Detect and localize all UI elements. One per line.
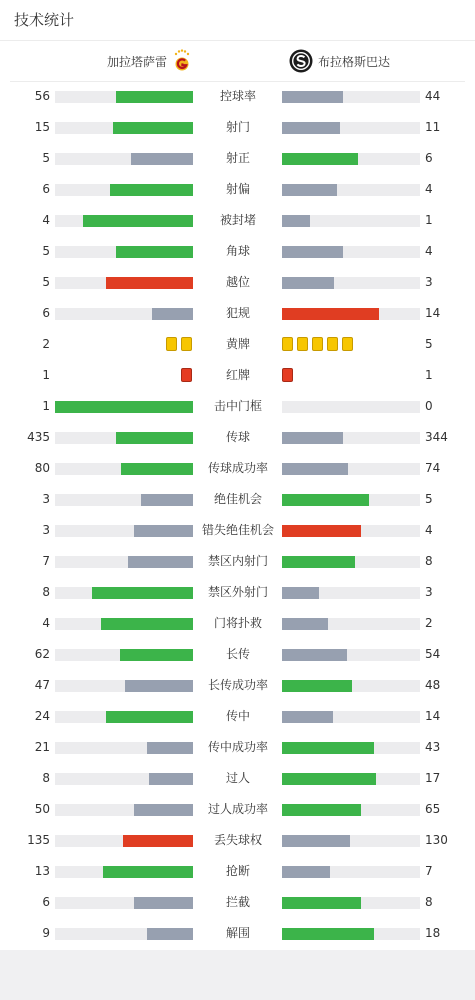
home-stat-bar-track (55, 401, 193, 413)
away-stat-bar-track (282, 246, 420, 258)
stat-row (0, 763, 475, 794)
home-stat-value: 4 (42, 213, 50, 227)
away-red-cards (282, 368, 293, 382)
stat-row (0, 391, 475, 422)
stat-label: 黄牌 (225, 337, 250, 351)
stat-label: 长传成功率 (207, 678, 268, 692)
home-stat-bar-track (55, 742, 193, 754)
stat-label: 过人成功率 (207, 802, 268, 816)
teams-header (0, 42, 475, 82)
home-stat-value: 1 (42, 368, 50, 382)
away-stat-bar-fill (282, 463, 348, 475)
stat-label: 击中门框 (213, 399, 262, 413)
stat-label: 长传 (225, 647, 250, 661)
stat-row (0, 236, 475, 267)
yellow-card-icon (342, 337, 353, 351)
away-stat-value: 3 (425, 585, 433, 599)
away-stat-bar-fill (282, 804, 361, 816)
away-stat-bar-track (282, 773, 420, 785)
home-stat-value: 3 (42, 523, 50, 537)
away-stat-value: 54 (425, 647, 441, 661)
stat-row (0, 174, 475, 205)
home-stat-bar-fill (152, 308, 193, 320)
home-stat-value: 5 (42, 151, 50, 165)
home-stat-bar-fill (141, 494, 193, 506)
stat-label: 被封堵 (219, 213, 256, 227)
home-stat-value: 62 (34, 647, 50, 661)
away-stat-value: 2 (425, 616, 433, 630)
home-stat-bar-track (55, 773, 193, 785)
stat-label: 丢失球权 (213, 833, 262, 847)
away-stat-value: 48 (425, 678, 441, 692)
home-stat-value: 21 (34, 740, 50, 754)
away-stat-bar-track (282, 308, 420, 320)
home-stat-bar-fill (121, 463, 193, 475)
home-stat-bar-track (55, 928, 193, 940)
stat-label: 错失绝佳机会 (201, 523, 274, 537)
away-stat-bar-fill (282, 277, 334, 289)
stat-row (0, 608, 475, 639)
stat-label: 传中 (225, 709, 250, 723)
home-stat-value: 15 (34, 120, 50, 134)
away-stat-value: 344 (425, 430, 448, 444)
stat-row (0, 639, 475, 670)
away-stat-bar-fill (282, 835, 350, 847)
away-stat-bar-track (282, 928, 420, 940)
home-stat-bar-fill (131, 153, 193, 165)
home-stat-bar-fill (134, 525, 193, 537)
away-stat-bar-track (282, 277, 420, 289)
home-stat-bar-track (55, 308, 193, 320)
yellow-card-icon (282, 337, 293, 351)
home-stat-value: 47 (34, 678, 50, 692)
home-stat-value: 5 (42, 244, 50, 258)
away-stat-bar-fill (282, 525, 361, 537)
home-stat-bar-track (55, 432, 193, 444)
away-stat-bar-track (282, 866, 420, 878)
home-stat-bar-track (55, 897, 193, 909)
home-stat-value: 50 (34, 802, 50, 816)
away-stat-bar-fill (282, 773, 376, 785)
home-stat-value: 5 (42, 275, 50, 289)
home-stat-bar-track (55, 587, 193, 599)
away-stat-value: 18 (425, 926, 441, 940)
stat-label: 射偏 (225, 182, 250, 196)
stat-label: 禁区内射门 (207, 554, 268, 568)
home-stat-value: 8 (42, 771, 50, 785)
stat-row (0, 360, 475, 391)
stat-row (0, 515, 475, 546)
away-stat-bar-fill (282, 122, 340, 134)
home-stat-bar-track (55, 122, 193, 134)
home-stat-bar-fill (128, 556, 193, 568)
home-stat-bar-fill (116, 91, 193, 103)
away-stat-bar-fill (282, 866, 330, 878)
away-stat-bar-track (282, 649, 420, 661)
away-stat-bar-track (282, 618, 420, 630)
stat-label: 禁区外射门 (207, 585, 268, 599)
home-stat-bar-fill (120, 649, 193, 661)
away-stat-bar-track (282, 804, 420, 816)
away-stat-bar-track (282, 432, 420, 444)
away-stat-value: 4 (425, 182, 433, 196)
home-stat-bar-fill (106, 711, 193, 723)
away-stat-bar-track (282, 122, 420, 134)
home-yellow-cards (166, 337, 192, 351)
away-stat-bar-track (282, 215, 420, 227)
home-stat-bar-track (55, 680, 193, 692)
home-team-name: 加拉塔萨雷 (106, 55, 167, 69)
home-stat-bar-fill (125, 680, 193, 692)
away-stat-value: 14 (425, 709, 441, 723)
stat-label: 传球成功率 (207, 461, 268, 475)
home-stat-bar-fill (149, 773, 193, 785)
away-stat-value: 14 (425, 306, 441, 320)
away-stat-value: 1 (425, 213, 433, 227)
home-stat-bar-fill (113, 122, 193, 134)
stat-row (0, 205, 475, 236)
home-stat-value: 6 (42, 182, 50, 196)
away-yellow-cards (282, 337, 353, 351)
away-stat-value: 8 (425, 554, 433, 568)
away-stat-bar-fill (282, 556, 355, 568)
away-stat-bar-fill (282, 91, 343, 103)
stat-row (0, 918, 475, 949)
stat-label: 射门 (225, 120, 250, 134)
away-stat-value: 4 (425, 523, 433, 537)
home-stat-bar-fill (83, 215, 193, 227)
home-stat-value: 2 (42, 337, 50, 351)
away-stat-value: 74 (425, 461, 441, 475)
galatasaray-crest-icon (172, 49, 192, 73)
away-stat-value: 43 (425, 740, 441, 754)
away-stat-value: 8 (425, 895, 433, 909)
away-stat-value: 65 (425, 802, 441, 816)
yellow-card-icon (327, 337, 338, 351)
away-stat-bar-fill (282, 153, 358, 165)
red-card-icon (181, 368, 192, 382)
away-stat-bar-fill (282, 494, 369, 506)
stat-label: 绝佳机会 (213, 492, 262, 506)
stat-label: 控球率 (219, 89, 256, 103)
red-card-icon (282, 368, 293, 382)
away-stat-bar-fill (282, 928, 374, 940)
home-red-cards (181, 368, 192, 382)
home-stat-value: 9 (42, 926, 50, 940)
yellow-card-icon (312, 337, 323, 351)
home-stat-value: 6 (42, 306, 50, 320)
away-stat-bar-fill (282, 618, 328, 630)
away-stat-bar-track (282, 556, 420, 568)
stat-label: 抢断 (225, 864, 250, 878)
stat-row (0, 577, 475, 608)
stat-row (0, 453, 475, 484)
home-stat-bar-track (55, 463, 193, 475)
away-stat-bar-fill (282, 215, 310, 227)
stat-row (0, 143, 475, 174)
stat-row (0, 329, 475, 360)
stat-row (0, 825, 475, 856)
stat-label: 犯规 (225, 306, 250, 320)
stat-row (0, 732, 475, 763)
home-stat-bar-track (55, 804, 193, 816)
home-stat-value: 56 (34, 89, 50, 103)
home-stat-bar-fill (147, 742, 193, 754)
page-title: 技术统计 (14, 11, 75, 29)
home-stat-bar-track (55, 866, 193, 878)
home-stat-bar-track (55, 184, 193, 196)
stat-row (0, 546, 475, 577)
home-stat-bar-track (55, 649, 193, 661)
away-stat-bar-fill (282, 184, 337, 196)
yellow-card-icon (181, 337, 192, 351)
home-stat-bar-track (55, 246, 193, 258)
away-stat-value: 17 (425, 771, 441, 785)
home-stat-bar-track (55, 618, 193, 630)
yellow-card-icon (166, 337, 177, 351)
home-stat-bar-track (55, 494, 193, 506)
stat-row (0, 484, 475, 515)
stat-label: 射正 (225, 151, 250, 165)
stat-label: 传中成功率 (207, 740, 268, 754)
stat-row (0, 422, 475, 453)
away-stat-value: 44 (425, 89, 441, 103)
home-stat-bar-fill (92, 587, 193, 599)
home-stat-bar-fill (116, 432, 193, 444)
home-stat-value: 8 (42, 585, 50, 599)
home-stat-bar-track (55, 835, 193, 847)
away-stat-value: 130 (425, 833, 448, 847)
home-stat-bar-fill (55, 401, 193, 413)
away-stat-bar-track (282, 91, 420, 103)
stat-row (0, 794, 475, 825)
away-stat-bar-track (282, 463, 420, 475)
home-stat-bar-track (55, 556, 193, 568)
away-stat-bar-fill (282, 680, 352, 692)
home-stat-bar-track (55, 277, 193, 289)
away-stat-value: 1 (425, 368, 433, 382)
home-stat-bar-fill (106, 277, 193, 289)
home-stat-bar-track (55, 525, 193, 537)
stat-label: 过人 (225, 771, 250, 785)
away-stat-bar-fill (282, 742, 374, 754)
home-stat-bar-fill (147, 928, 193, 940)
away-stat-bar-track (282, 184, 420, 196)
home-stat-bar-track (55, 711, 193, 723)
stat-row (0, 112, 475, 143)
home-stat-value: 13 (34, 864, 50, 878)
away-stat-bar-track (282, 742, 420, 754)
home-stat-value: 80 (34, 461, 50, 475)
away-stat-value: 7 (425, 864, 433, 878)
away-stat-bar-fill (282, 897, 361, 909)
stat-row (0, 887, 475, 918)
home-stat-bar-fill (134, 804, 193, 816)
stat-label: 角球 (225, 244, 250, 258)
stat-label: 拦截 (225, 895, 250, 909)
away-stat-value: 4 (425, 244, 433, 258)
away-stat-value: 3 (425, 275, 433, 289)
home-stat-value: 1 (42, 399, 50, 413)
away-stat-value: 0 (425, 399, 433, 413)
away-stat-bar-track (282, 587, 420, 599)
stat-label: 传球 (225, 430, 250, 444)
away-stat-bar-fill (282, 587, 319, 599)
stat-row (0, 267, 475, 298)
away-stat-bar-track (282, 401, 420, 413)
home-stat-bar-fill (103, 866, 193, 878)
away-stat-value: 11 (425, 120, 441, 134)
away-stat-bar-track (282, 711, 420, 723)
stat-row (0, 81, 475, 112)
away-stat-bar-fill (282, 246, 343, 258)
home-stat-bar-track (55, 215, 193, 227)
stat-label: 红牌 (225, 368, 250, 382)
away-stat-bar-track (282, 835, 420, 847)
home-stat-bar-track (55, 91, 193, 103)
stat-label: 越位 (225, 275, 250, 289)
away-stat-bar-track (282, 897, 420, 909)
away-stat-bar-fill (282, 308, 379, 320)
away-stat-value: 5 (425, 337, 433, 351)
stat-row (0, 670, 475, 701)
divider (0, 40, 475, 41)
away-stat-bar-track (282, 494, 420, 506)
away-stat-bar-fill (282, 649, 347, 661)
home-stat-value: 4 (42, 616, 50, 630)
home-stat-bar-track (55, 153, 193, 165)
home-stat-value: 7 (42, 554, 50, 568)
home-stat-bar-fill (101, 618, 193, 630)
yellow-card-icon (297, 337, 308, 351)
home-stat-bar-fill (110, 184, 193, 196)
home-stat-value: 6 (42, 895, 50, 909)
away-stat-bar-fill (282, 432, 343, 444)
away-stat-bar-fill (282, 711, 333, 723)
home-stat-bar-fill (134, 897, 193, 909)
stat-label: 门将扑救 (213, 616, 262, 630)
away-stat-value: 5 (425, 492, 433, 506)
home-stat-bar-fill (123, 835, 193, 847)
stat-label: 解围 (225, 926, 250, 940)
home-stat-value: 135 (27, 833, 50, 847)
stat-row (0, 298, 475, 329)
stat-row (0, 701, 475, 732)
home-stat-bar-fill (116, 246, 193, 258)
sparta-praha-crest-icon (289, 49, 313, 73)
away-team-name: 布拉格斯巴达 (318, 55, 391, 69)
away-stat-bar-track (282, 153, 420, 165)
home-stat-value: 435 (27, 430, 50, 444)
home-stat-value: 24 (34, 709, 50, 723)
home-stat-value: 3 (42, 492, 50, 506)
away-stat-bar-track (282, 525, 420, 537)
away-stat-value: 6 (425, 151, 433, 165)
stat-row (0, 856, 475, 887)
away-stat-bar-track (282, 680, 420, 692)
